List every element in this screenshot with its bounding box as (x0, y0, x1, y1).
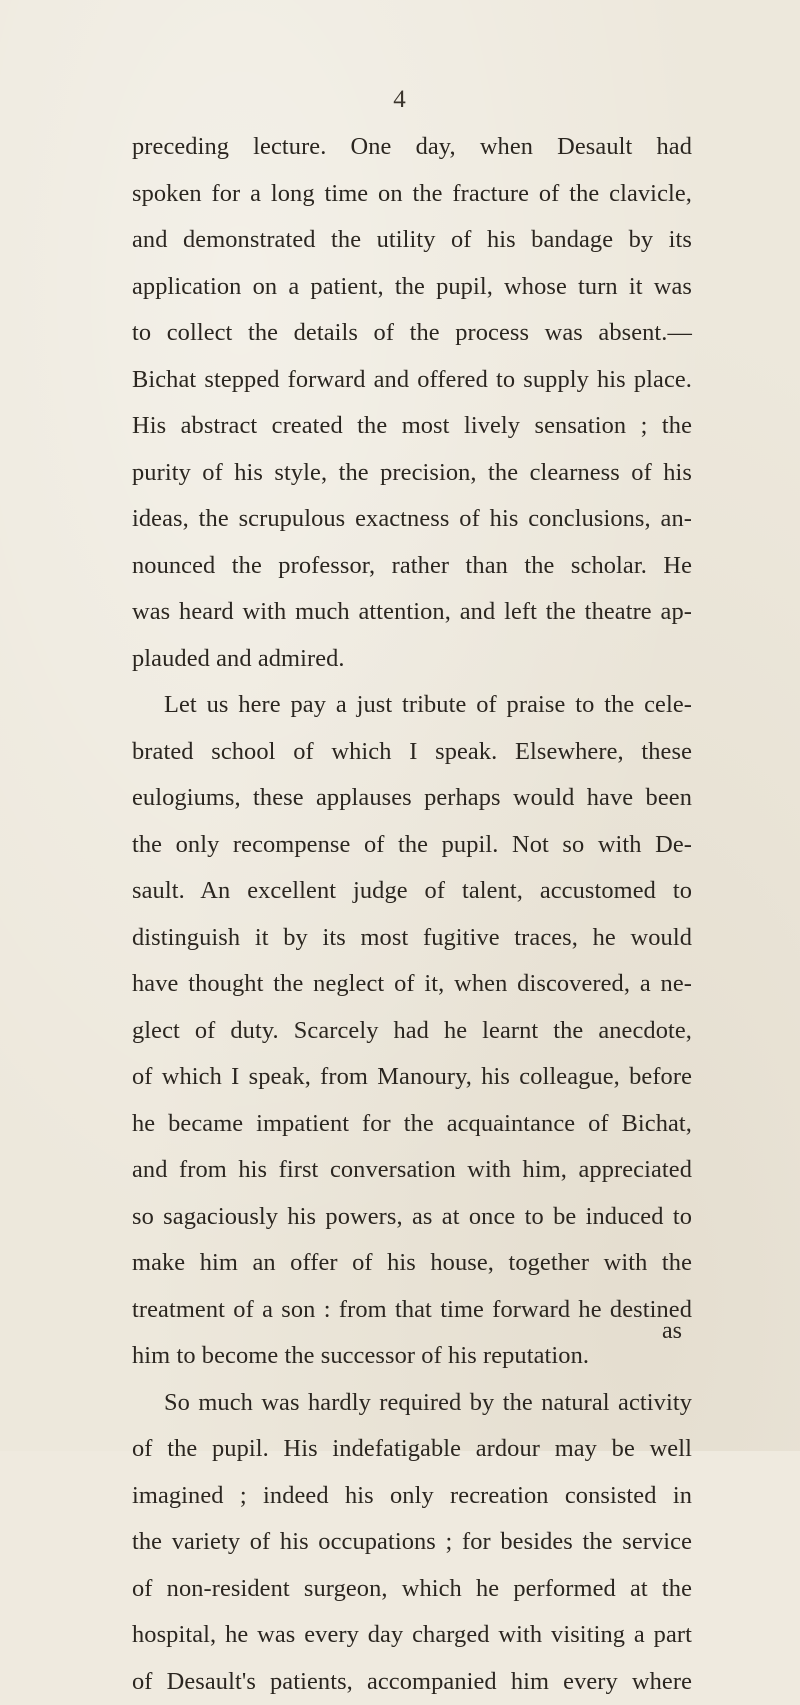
text-line: of which I speak, from Manoury, his colleague, before (132, 1054, 692, 1101)
paragraph-start-line: Let us here pay a just tribute of praise to the cele- (132, 682, 692, 729)
text-line: make him an offer of his house, together with the (132, 1240, 692, 1287)
text-line: His abstract created the most lively sensation ; the (132, 403, 692, 450)
text-line: distinguish it by its most fugitive traces, he would (132, 915, 692, 962)
text-line: spoken for a long time on the fracture of the clavicle, (132, 171, 692, 218)
text-line: brated school of which I speak. Elsewhere, these (132, 729, 692, 776)
text-line: application on a patient, the pupil, whose turn it was (132, 264, 692, 311)
text-line: hospital, he was every day charged with visiting a part (132, 1612, 692, 1659)
text-line: of non-resident surgeon, which he performed at the (132, 1566, 692, 1613)
text-line: imagined ; indeed his only recreation consisted in (132, 1473, 692, 1520)
text-line: nounced the professor, rather than the scholar. He (132, 543, 692, 590)
text-line: preceding lecture. One day, when Desault had (132, 124, 692, 171)
text-line: he became impatient for the acquaintance of Bichat, (132, 1101, 692, 1148)
text-line: to collect the details of the process was absent.— (132, 310, 692, 357)
text-line: the only recompense of the pupil. Not so with De- (132, 822, 692, 869)
body-text (132, 124, 692, 1705)
paragraph-start-line: So much was hardly required by the natural activity (132, 1380, 692, 1427)
text-line: ideas, the scrupulous exactness of his conclusions, an- (132, 496, 692, 543)
page-signature: 4 (0, 86, 800, 114)
text-line: have thought the neglect of it, when discovered, a ne- (132, 961, 692, 1008)
text-line: sault. An excellent judge of talent, accustomed to (132, 868, 692, 915)
text-line: and from his first conversation with him, appreciated (132, 1147, 692, 1194)
text-line: purity of his style, the precision, the clearness of his (132, 450, 692, 497)
text-line: of Desault's patients, accompanied him every where (132, 1659, 692, 1705)
paragraph-end-line: him to become the successor of his reputation. (132, 1333, 692, 1380)
text-line: the variety of his occupations ; for besides the service (132, 1519, 692, 1566)
text-line: Bichat stepped forward and offered to supply his place. (132, 357, 692, 404)
text-line: of the pupil. His indefatigable ardour may be well (132, 1426, 692, 1473)
text-line: eulogiums, these applauses perhaps would have been (132, 775, 692, 822)
text-line: and demonstrated the utility of his bandage by its (132, 217, 692, 264)
text-line: glect of duty. Scarcely had he learnt the anecdote, (132, 1008, 692, 1055)
text-line: was heard with much attention, and left the theatre ap- (132, 589, 692, 636)
catchword: as (662, 1318, 682, 1345)
text-line: treatment of a son : from that time forward he destined (132, 1287, 692, 1334)
paragraph-end-line: plauded and admired. (132, 636, 692, 683)
text-line: so sagaciously his powers, as at once to be induced to (132, 1194, 692, 1241)
